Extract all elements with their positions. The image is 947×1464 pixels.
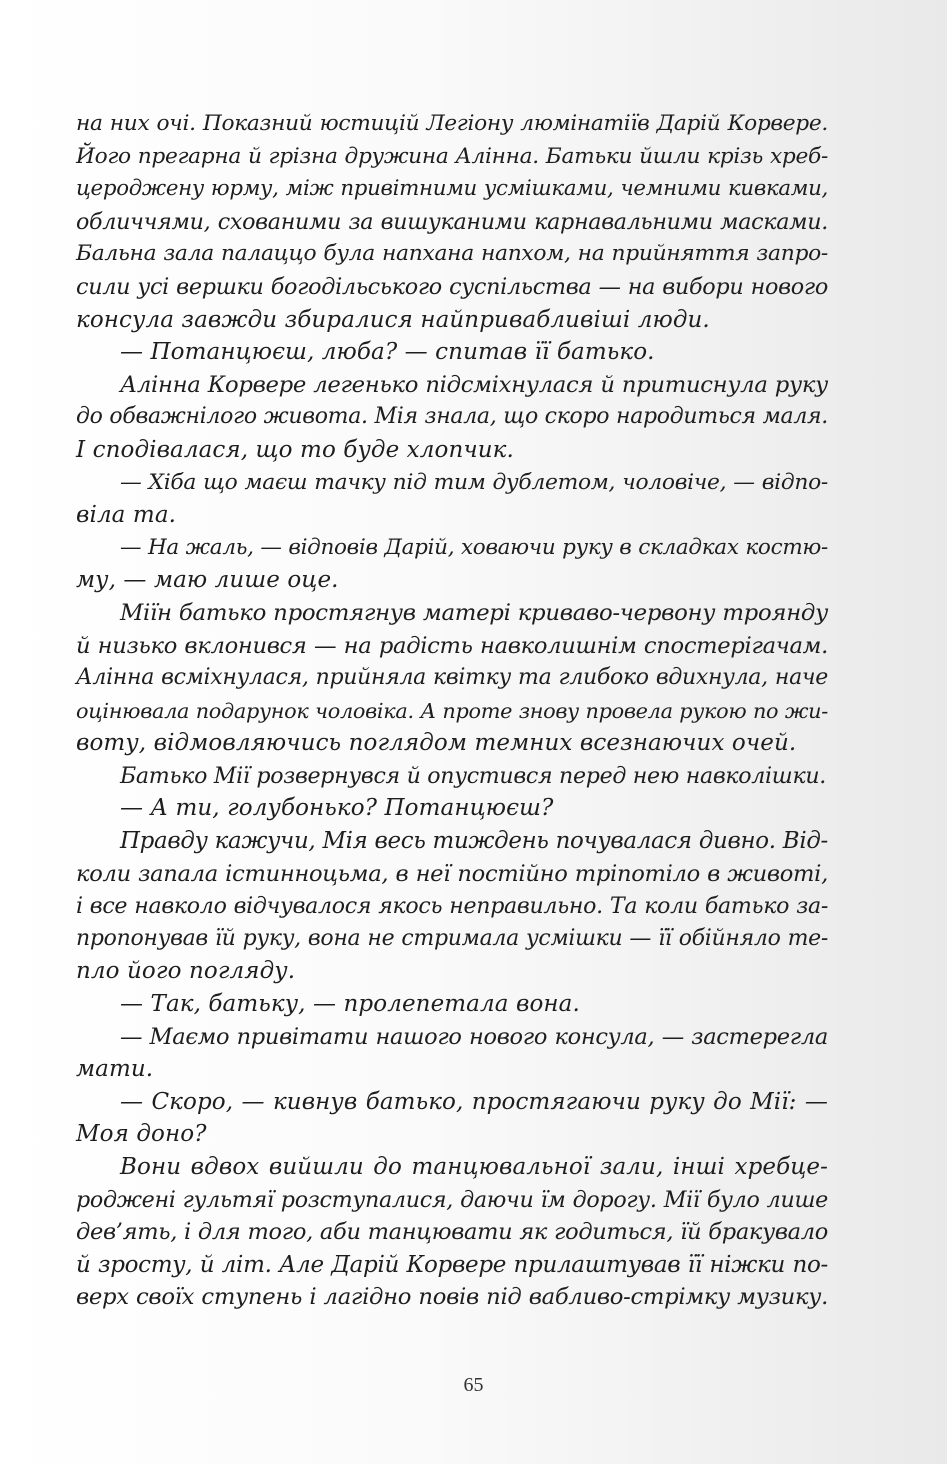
text-line: — Скоро, — кивнув батько, простягаючи руку до Мії: —: [120, 1088, 828, 1115]
text-line: сили усі вершки богодільського суспільства — на вибори нового: [76, 273, 828, 300]
text-line: му, — маю лише оце.: [76, 567, 339, 594]
text-line: — На жаль, — відповів Дарій, ховаючи руку в складках костю-: [120, 534, 828, 560]
text-line: роджені гультяї розступалися, даючи їм дорогу. Мії було лише: [76, 1186, 828, 1213]
text-line: пропонував їй руку, вона не стримала усмішки — її обійняло те-: [76, 925, 828, 951]
text-line: цероджену юрму, між привітними усмішками, чемними кивками,: [76, 176, 828, 202]
text-line: дев’ять, і для того, аби танцювати як годиться, їй бракувало: [76, 1219, 828, 1246]
text-line: воту, відмовляючись поглядом темних всезнаючих очей.: [76, 730, 797, 757]
text-line: — Хіба що маєш тачку під тим дублетом, чоловіче, — відпо-: [120, 469, 828, 495]
text-line: Алінна Корвере легенько підсміхнулася й притиснула руку: [120, 371, 828, 398]
text-line: Правду кажучи, Мія весь тиждень почувалася дивно. Від-: [120, 828, 828, 855]
text-line: мати.: [76, 1056, 154, 1083]
text-line: Вони вдвох вийшли до танцювальної зали, інші хребце-: [120, 1154, 828, 1180]
text-line: й низько вклонився — на радість навколишнім спостерігачам.: [76, 632, 828, 659]
text-line: — А ти, голубонько? Потанцюєш?: [120, 795, 554, 822]
text-line: віла та.: [76, 502, 177, 529]
text-line: консула завжди збиралися найпривабливіші люди.: [76, 306, 710, 333]
page-number: 65: [463, 1374, 484, 1396]
text-line: Алінна всміхнулася, прийняла квітку та глибоко вдихнула, наче: [76, 665, 828, 691]
text-line: — Потанцюєш, люба? — спитав її батько.: [120, 339, 655, 366]
body-text: [76, 108, 828, 1314]
text-line: й зросту, й літ. Але Дарій Корвере прилаштував її ніжки по-: [76, 1251, 828, 1278]
text-line: Міїн батько простягнув матері криваво-червону троянду: [120, 599, 828, 626]
text-line: Його прегарна й грізна дружина Алінна. Батьки йшли крізь хреб-: [76, 143, 828, 169]
text-line: — Маємо привітати нашого нового консула, — застерегла: [120, 1023, 828, 1050]
text-line: пло його погляду.: [76, 958, 296, 985]
text-line: обличчями, схованими за вишуканими карнавальними масками.: [76, 208, 828, 235]
text-line: І сподівалася, що то буде хлопчик.: [76, 436, 514, 463]
text-line: — Так, батьку, — пролепетала вона.: [120, 991, 580, 1018]
text-line: на них очі. Показний юстицій Легіону люмінатіїв Дарій Корвере.: [76, 111, 828, 136]
text-line: Моя доно?: [76, 1121, 207, 1148]
text-line: верх своїх ступень і лагідно повів під вабливо-стрімку музику.: [76, 1284, 828, 1311]
text-line: до обважнілого живота. Мія знала, що скоро народиться маля.: [76, 404, 828, 430]
text-line: і все навколо відчувалося якось неправильно. Та коли батько за-: [76, 893, 828, 920]
text-line: Бальна зала палаццо була напхана напхом, на прийняття запро-: [76, 241, 828, 267]
text-line: коли запала істинноцьма, в неї постійно тріпотіло в животі,: [76, 860, 828, 887]
text-line: Батько Мії розвернувся й опустився перед нею навколішки.: [120, 762, 826, 789]
text-line: оцінювала подарунок чоловіка. А проте знову провела рукою по жи-: [76, 698, 828, 723]
